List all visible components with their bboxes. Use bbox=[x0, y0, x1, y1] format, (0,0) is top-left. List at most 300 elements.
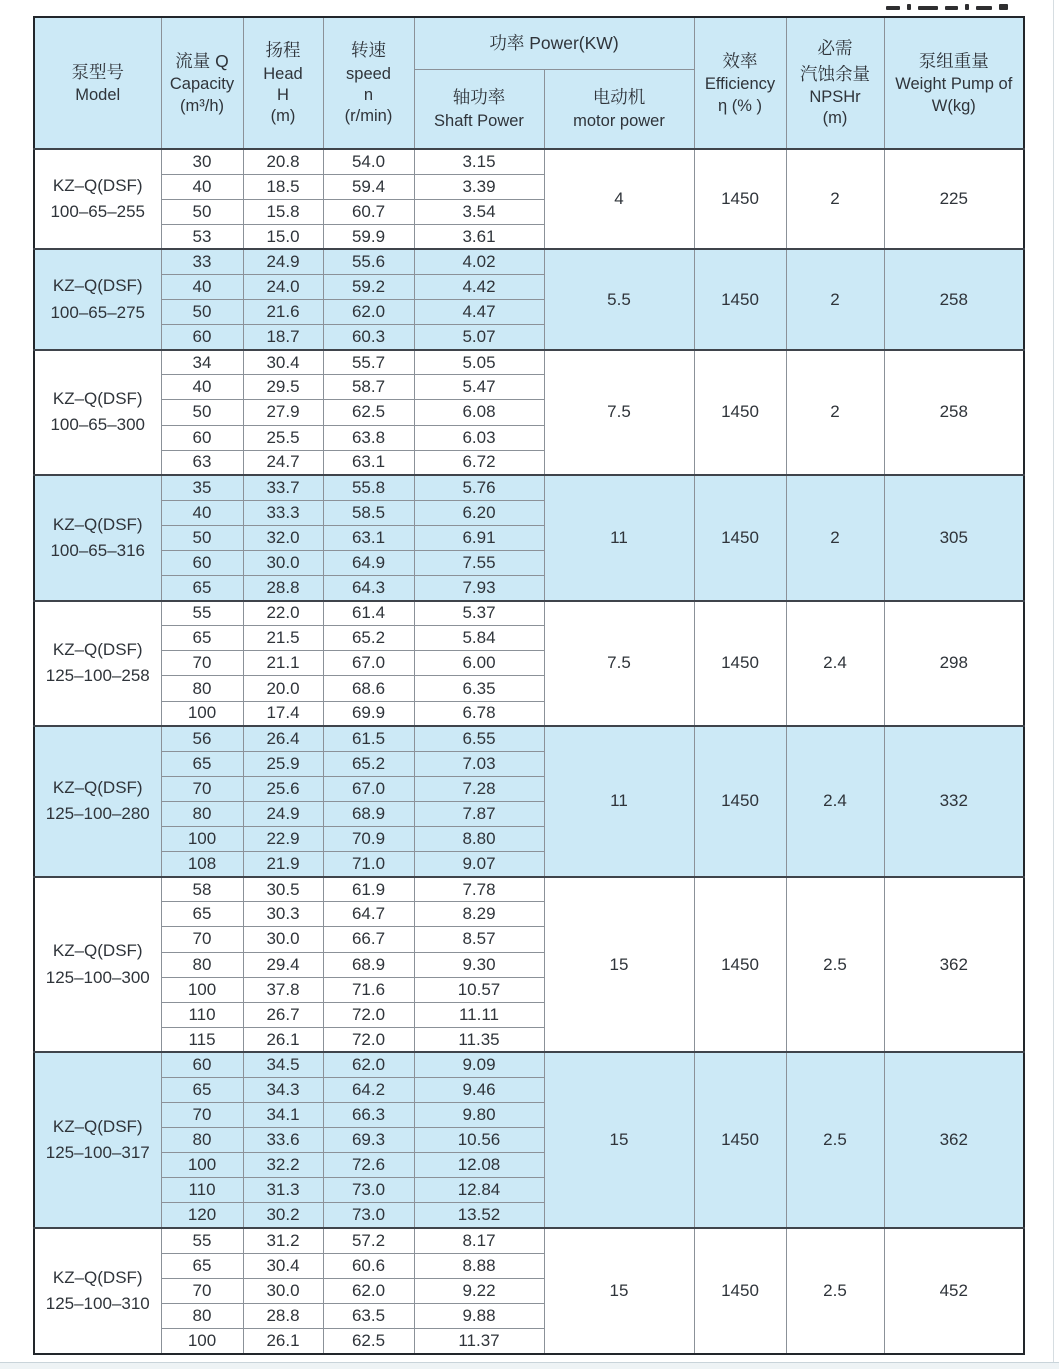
capacity-cell: 100 bbox=[161, 1328, 243, 1354]
header-weight-unit: W(kg) bbox=[931, 96, 976, 115]
weight-cell: 258 bbox=[884, 249, 1024, 349]
capacity-cell: 40 bbox=[161, 274, 243, 299]
head-cell: 32.0 bbox=[243, 525, 323, 550]
col-header-shaft-power bbox=[414, 69, 544, 149]
model-cell bbox=[34, 350, 161, 475]
capacity-cell: 58 bbox=[161, 877, 243, 902]
col-header-speed bbox=[323, 17, 414, 149]
shaft-power-cell: 5.76 bbox=[414, 475, 544, 500]
col-header-capacity bbox=[161, 17, 243, 149]
speed-cell: 72.0 bbox=[323, 1027, 414, 1052]
model-line: KZ–Q(DSF) bbox=[52, 175, 143, 195]
cropped-caption-fragment bbox=[886, 2, 1042, 10]
capacity-cell: 70 bbox=[161, 927, 243, 952]
shaft-power-cell: 13.52 bbox=[414, 1203, 544, 1228]
model-cell bbox=[34, 249, 161, 349]
shaft-power-cell: 9.22 bbox=[414, 1278, 544, 1303]
model-cell bbox=[34, 475, 161, 600]
header-capacity-zh: 流量 Q bbox=[175, 50, 229, 71]
table-header bbox=[34, 17, 1024, 149]
header-head-symbol: H bbox=[277, 85, 289, 104]
capacity-cell: 115 bbox=[161, 1027, 243, 1052]
speed-cell: 73.0 bbox=[323, 1203, 414, 1228]
header-motor-power-zh: 电动机 bbox=[592, 87, 646, 108]
npshr-cell: 2.5 bbox=[786, 1228, 884, 1354]
shaft-power-cell: 10.57 bbox=[414, 977, 544, 1002]
npshr-cell: 2.4 bbox=[786, 726, 884, 877]
header-efficiency-zh: 效率 bbox=[722, 50, 758, 71]
speed-cell: 64.3 bbox=[323, 576, 414, 601]
npshr-cell: 2 bbox=[786, 475, 884, 600]
speed-cell: 73.0 bbox=[323, 1178, 414, 1203]
head-cell: 15.8 bbox=[243, 199, 323, 224]
table-row bbox=[34, 149, 1024, 174]
table-body bbox=[34, 149, 1024, 1354]
weight-cell: 298 bbox=[884, 601, 1024, 726]
shaft-power-cell: 8.88 bbox=[414, 1253, 544, 1278]
motor-power-cell: 5.5 bbox=[544, 249, 694, 349]
capacity-cell: 65 bbox=[161, 751, 243, 776]
speed-cell: 55.7 bbox=[323, 350, 414, 375]
pump-spec-table bbox=[33, 16, 1025, 1355]
caption-mark bbox=[965, 4, 969, 10]
head-cell: 34.1 bbox=[243, 1103, 323, 1128]
head-cell: 31.3 bbox=[243, 1178, 323, 1203]
head-cell: 21.1 bbox=[243, 651, 323, 676]
speed-cell: 55.8 bbox=[323, 475, 414, 500]
model-line: 100–65–316 bbox=[50, 540, 146, 560]
header-weight-en: Weight Pump of bbox=[895, 75, 1013, 94]
shaft-power-cell: 7.87 bbox=[414, 801, 544, 826]
shaft-power-cell: 3.15 bbox=[414, 149, 544, 174]
head-cell: 30.0 bbox=[243, 551, 323, 576]
capacity-cell: 65 bbox=[161, 1077, 243, 1102]
shaft-power-cell: 7.03 bbox=[414, 751, 544, 776]
head-cell: 29.5 bbox=[243, 375, 323, 400]
capacity-cell: 50 bbox=[161, 199, 243, 224]
capacity-cell: 70 bbox=[161, 776, 243, 801]
capacity-cell: 40 bbox=[161, 375, 243, 400]
capacity-cell: 60 bbox=[161, 1052, 243, 1077]
weight-cell: 225 bbox=[884, 149, 1024, 249]
shaft-power-cell: 5.47 bbox=[414, 375, 544, 400]
speed-cell: 70.9 bbox=[323, 827, 414, 852]
capacity-cell: 70 bbox=[161, 1103, 243, 1128]
efficiency-cell: 1450 bbox=[694, 1052, 786, 1228]
col-header-npshr bbox=[786, 17, 884, 149]
speed-cell: 64.2 bbox=[323, 1077, 414, 1102]
head-cell: 24.7 bbox=[243, 450, 323, 475]
shaft-power-cell: 6.03 bbox=[414, 425, 544, 450]
header-weight-zh: 泵组重量 bbox=[918, 50, 989, 71]
head-cell: 26.1 bbox=[243, 1328, 323, 1354]
header-efficiency-unit: η (% ) bbox=[717, 96, 762, 115]
model-line: KZ–Q(DSF) bbox=[52, 941, 143, 961]
capacity-cell: 110 bbox=[161, 1002, 243, 1027]
weight-cell: 362 bbox=[884, 877, 1024, 1053]
head-cell: 26.7 bbox=[243, 1002, 323, 1027]
scan-edge-line bbox=[1053, 0, 1054, 1368]
shaft-power-cell: 3.61 bbox=[414, 224, 544, 249]
shaft-power-cell: 6.78 bbox=[414, 701, 544, 726]
speed-cell: 71.0 bbox=[323, 852, 414, 877]
motor-power-cell: 15 bbox=[544, 877, 694, 1053]
efficiency-cell: 1450 bbox=[694, 1228, 786, 1354]
model-cell bbox=[34, 1228, 161, 1354]
shaft-power-cell: 9.30 bbox=[414, 952, 544, 977]
capacity-cell: 34 bbox=[161, 350, 243, 375]
speed-cell: 61.9 bbox=[323, 877, 414, 902]
table-row bbox=[34, 601, 1024, 626]
model-line: 125–100–300 bbox=[45, 967, 150, 987]
speed-cell: 59.2 bbox=[323, 274, 414, 299]
shaft-power-cell: 8.57 bbox=[414, 927, 544, 952]
head-cell: 26.4 bbox=[243, 726, 323, 751]
model-cell bbox=[34, 601, 161, 726]
speed-cell: 68.9 bbox=[323, 801, 414, 826]
shaft-power-cell: 7.28 bbox=[414, 776, 544, 801]
capacity-cell: 100 bbox=[161, 827, 243, 852]
efficiency-cell: 1450 bbox=[694, 249, 786, 349]
head-cell: 24.9 bbox=[243, 801, 323, 826]
motor-power-cell: 7.5 bbox=[544, 601, 694, 726]
table-row bbox=[34, 249, 1024, 274]
capacity-cell: 55 bbox=[161, 601, 243, 626]
shaft-power-cell: 4.02 bbox=[414, 249, 544, 274]
npshr-cell: 2.5 bbox=[786, 1052, 884, 1228]
head-cell: 34.3 bbox=[243, 1077, 323, 1102]
col-header-power bbox=[414, 17, 694, 69]
capacity-cell: 80 bbox=[161, 676, 243, 701]
head-cell: 18.7 bbox=[243, 325, 323, 350]
speed-cell: 63.1 bbox=[323, 525, 414, 550]
speed-cell: 61.5 bbox=[323, 726, 414, 751]
weight-cell: 452 bbox=[884, 1228, 1024, 1354]
head-cell: 26.1 bbox=[243, 1027, 323, 1052]
table-row bbox=[34, 726, 1024, 751]
model-cell bbox=[34, 877, 161, 1053]
caption-mark bbox=[999, 4, 1008, 10]
col-header-motor-power bbox=[544, 69, 694, 149]
capacity-cell: 40 bbox=[161, 500, 243, 525]
motor-power-cell: 11 bbox=[544, 475, 694, 600]
capacity-cell: 108 bbox=[161, 852, 243, 877]
header-capacity-unit: (m³/h) bbox=[180, 96, 224, 115]
motor-power-cell: 7.5 bbox=[544, 350, 694, 475]
npshr-cell: 2 bbox=[786, 149, 884, 249]
speed-cell: 58.5 bbox=[323, 500, 414, 525]
shaft-power-cell: 5.05 bbox=[414, 350, 544, 375]
head-cell: 30.0 bbox=[243, 1278, 323, 1303]
caption-mark bbox=[907, 4, 911, 10]
shaft-power-cell: 12.84 bbox=[414, 1178, 544, 1203]
table-row bbox=[34, 1052, 1024, 1077]
shaft-power-cell: 4.47 bbox=[414, 300, 544, 325]
header-head-unit: (m) bbox=[270, 107, 296, 126]
table-row bbox=[34, 877, 1024, 902]
shaft-power-cell: 10.56 bbox=[414, 1128, 544, 1153]
speed-cell: 72.0 bbox=[323, 1002, 414, 1027]
caption-mark bbox=[945, 6, 958, 10]
table-row bbox=[34, 350, 1024, 375]
shaft-power-cell: 5.07 bbox=[414, 325, 544, 350]
model-line: KZ–Q(DSF) bbox=[52, 1267, 143, 1287]
capacity-cell: 100 bbox=[161, 701, 243, 726]
capacity-cell: 56 bbox=[161, 726, 243, 751]
shaft-power-cell: 9.46 bbox=[414, 1077, 544, 1102]
header-head-en: Head bbox=[263, 64, 303, 83]
capacity-cell: 53 bbox=[161, 224, 243, 249]
capacity-cell: 100 bbox=[161, 977, 243, 1002]
head-cell: 30.0 bbox=[243, 927, 323, 952]
speed-cell: 68.6 bbox=[323, 676, 414, 701]
head-cell: 29.4 bbox=[243, 952, 323, 977]
caption-mark bbox=[976, 6, 992, 10]
head-cell: 20.8 bbox=[243, 149, 323, 174]
capacity-cell: 50 bbox=[161, 300, 243, 325]
capacity-cell: 70 bbox=[161, 1278, 243, 1303]
shaft-power-cell: 6.00 bbox=[414, 651, 544, 676]
head-cell: 28.8 bbox=[243, 576, 323, 601]
shaft-power-cell: 7.78 bbox=[414, 877, 544, 902]
motor-power-cell: 11 bbox=[544, 726, 694, 877]
model-line: 100–65–255 bbox=[50, 202, 146, 222]
speed-cell: 66.3 bbox=[323, 1103, 414, 1128]
shaft-power-cell: 5.37 bbox=[414, 601, 544, 626]
shaft-power-cell: 12.08 bbox=[414, 1153, 544, 1178]
shaft-power-cell: 6.35 bbox=[414, 676, 544, 701]
shaft-power-cell: 11.37 bbox=[414, 1328, 544, 1354]
weight-cell: 305 bbox=[884, 475, 1024, 600]
shaft-power-cell: 11.11 bbox=[414, 1002, 544, 1027]
head-cell: 27.9 bbox=[243, 400, 323, 425]
npshr-cell: 2.5 bbox=[786, 877, 884, 1053]
efficiency-cell: 1450 bbox=[694, 601, 786, 726]
speed-cell: 60.3 bbox=[323, 325, 414, 350]
shaft-power-cell: 8.17 bbox=[414, 1228, 544, 1253]
head-cell: 17.4 bbox=[243, 701, 323, 726]
efficiency-cell: 1450 bbox=[694, 350, 786, 475]
speed-cell: 60.6 bbox=[323, 1253, 414, 1278]
header-npshr-en: NPSHr bbox=[809, 87, 861, 106]
capacity-cell: 30 bbox=[161, 149, 243, 174]
capacity-cell: 110 bbox=[161, 1178, 243, 1203]
capacity-cell: 63 bbox=[161, 450, 243, 475]
model-line: KZ–Q(DSF) bbox=[52, 1116, 143, 1136]
model-cell bbox=[34, 726, 161, 877]
header-npshr-zh1: 必需 bbox=[817, 38, 853, 59]
speed-cell: 54.0 bbox=[323, 149, 414, 174]
caption-mark bbox=[886, 6, 900, 10]
head-cell: 33.3 bbox=[243, 500, 323, 525]
model-cell bbox=[34, 1052, 161, 1228]
head-cell: 24.9 bbox=[243, 249, 323, 274]
header-speed-symbol: n bbox=[363, 85, 374, 104]
capacity-cell: 55 bbox=[161, 1228, 243, 1253]
shaft-power-cell: 6.72 bbox=[414, 450, 544, 475]
shaft-power-cell: 6.55 bbox=[414, 726, 544, 751]
capacity-cell: 120 bbox=[161, 1203, 243, 1228]
shaft-power-cell: 9.80 bbox=[414, 1103, 544, 1128]
header-speed-en: speed bbox=[346, 64, 391, 83]
shaft-power-cell: 5.84 bbox=[414, 626, 544, 651]
capacity-cell: 35 bbox=[161, 475, 243, 500]
capacity-cell: 80 bbox=[161, 1128, 243, 1153]
shaft-power-cell: 6.08 bbox=[414, 400, 544, 425]
caption-mark bbox=[918, 6, 938, 10]
npshr-cell: 2.4 bbox=[786, 601, 884, 726]
capacity-cell: 60 bbox=[161, 551, 243, 576]
capacity-cell: 50 bbox=[161, 400, 243, 425]
shaft-power-cell: 7.55 bbox=[414, 551, 544, 576]
shaft-power-cell: 8.29 bbox=[414, 902, 544, 927]
model-line: 100–65–275 bbox=[50, 302, 146, 322]
model-line: 125–100–310 bbox=[45, 1294, 150, 1314]
capacity-cell: 60 bbox=[161, 325, 243, 350]
efficiency-cell: 1450 bbox=[694, 726, 786, 877]
capacity-cell: 70 bbox=[161, 651, 243, 676]
model-line: 100–65–300 bbox=[50, 415, 146, 435]
header-model-en: Model bbox=[75, 85, 121, 104]
speed-cell: 57.2 bbox=[323, 1228, 414, 1253]
speed-cell: 55.6 bbox=[323, 249, 414, 274]
shaft-power-cell: 3.39 bbox=[414, 174, 544, 199]
head-cell: 22.9 bbox=[243, 827, 323, 852]
motor-power-cell: 4 bbox=[544, 149, 694, 249]
shaft-power-cell: 6.20 bbox=[414, 500, 544, 525]
model-line: 125–100–258 bbox=[45, 666, 150, 686]
head-cell: 25.9 bbox=[243, 751, 323, 776]
speed-cell: 67.0 bbox=[323, 776, 414, 801]
head-cell: 34.5 bbox=[243, 1052, 323, 1077]
head-cell: 25.5 bbox=[243, 425, 323, 450]
weight-cell: 362 bbox=[884, 1052, 1024, 1228]
model-line: KZ–Q(DSF) bbox=[52, 514, 143, 534]
model-line: 125–100–280 bbox=[45, 804, 150, 824]
weight-cell: 258 bbox=[884, 350, 1024, 475]
speed-cell: 65.2 bbox=[323, 751, 414, 776]
head-cell: 31.2 bbox=[243, 1228, 323, 1253]
model-line: 125–100–317 bbox=[45, 1143, 150, 1163]
capacity-cell: 65 bbox=[161, 576, 243, 601]
model-line: KZ–Q(DSF) bbox=[52, 640, 143, 660]
shaft-power-cell: 9.09 bbox=[414, 1052, 544, 1077]
col-header-head bbox=[243, 17, 323, 149]
efficiency-cell: 1450 bbox=[694, 877, 786, 1053]
speed-cell: 62.5 bbox=[323, 400, 414, 425]
capacity-cell: 80 bbox=[161, 801, 243, 826]
capacity-cell: 33 bbox=[161, 249, 243, 274]
capacity-cell: 100 bbox=[161, 1153, 243, 1178]
speed-cell: 71.6 bbox=[323, 977, 414, 1002]
header-efficiency-en: Efficiency bbox=[704, 75, 776, 94]
shaft-power-cell: 9.88 bbox=[414, 1303, 544, 1328]
head-cell: 25.6 bbox=[243, 776, 323, 801]
head-cell: 20.0 bbox=[243, 676, 323, 701]
head-cell: 37.8 bbox=[243, 977, 323, 1002]
speed-cell: 62.0 bbox=[323, 1052, 414, 1077]
speed-cell: 64.7 bbox=[323, 902, 414, 927]
head-cell: 21.5 bbox=[243, 626, 323, 651]
header-motor-power-en: motor power bbox=[573, 111, 665, 130]
model-line: KZ–Q(DSF) bbox=[52, 778, 143, 798]
capacity-cell: 65 bbox=[161, 902, 243, 927]
header-npshr-unit: (m) bbox=[822, 109, 848, 128]
speed-cell: 69.9 bbox=[323, 701, 414, 726]
shaft-power-cell: 3.54 bbox=[414, 199, 544, 224]
header-npshr-zh2: 汽蚀余量 bbox=[800, 63, 870, 84]
head-cell: 32.2 bbox=[243, 1153, 323, 1178]
motor-power-cell: 15 bbox=[544, 1052, 694, 1228]
head-cell: 30.4 bbox=[243, 1253, 323, 1278]
speed-cell: 58.7 bbox=[323, 375, 414, 400]
speed-cell: 66.7 bbox=[323, 927, 414, 952]
header-model-zh: 泵型号 bbox=[71, 61, 124, 82]
head-cell: 22.0 bbox=[243, 601, 323, 626]
speed-cell: 61.4 bbox=[323, 601, 414, 626]
capacity-cell: 80 bbox=[161, 1303, 243, 1328]
speed-cell: 67.0 bbox=[323, 651, 414, 676]
capacity-cell: 50 bbox=[161, 525, 243, 550]
speed-cell: 68.9 bbox=[323, 952, 414, 977]
col-header-weight bbox=[884, 17, 1024, 149]
shaft-power-cell: 4.42 bbox=[414, 274, 544, 299]
shaft-power-cell: 6.91 bbox=[414, 525, 544, 550]
npshr-cell: 2 bbox=[786, 350, 884, 475]
shaft-power-cell: 9.07 bbox=[414, 852, 544, 877]
capacity-cell: 40 bbox=[161, 174, 243, 199]
efficiency-cell: 1450 bbox=[694, 475, 786, 600]
shaft-power-cell: 8.80 bbox=[414, 827, 544, 852]
shaft-power-cell: 7.93 bbox=[414, 576, 544, 601]
head-cell: 30.5 bbox=[243, 877, 323, 902]
head-cell: 28.8 bbox=[243, 1303, 323, 1328]
capacity-cell: 65 bbox=[161, 626, 243, 651]
motor-power-cell: 15 bbox=[544, 1228, 694, 1354]
col-header-efficiency bbox=[694, 17, 786, 149]
speed-cell: 59.9 bbox=[323, 224, 414, 249]
head-cell: 21.9 bbox=[243, 852, 323, 877]
head-cell: 24.0 bbox=[243, 274, 323, 299]
efficiency-cell: 1450 bbox=[694, 149, 786, 249]
speed-cell: 62.5 bbox=[323, 1328, 414, 1354]
header-power-label: 功率 Power(KW) bbox=[489, 32, 619, 53]
header-speed-zh: 转速 bbox=[351, 40, 386, 61]
shaft-power-cell: 11.35 bbox=[414, 1027, 544, 1052]
speed-cell: 62.0 bbox=[323, 300, 414, 325]
header-head-zh: 扬程 bbox=[265, 40, 301, 61]
header-capacity-en: Capacity bbox=[169, 75, 235, 94]
model-line: KZ–Q(DSF) bbox=[52, 389, 143, 409]
speed-cell: 64.9 bbox=[323, 551, 414, 576]
speed-cell: 63.1 bbox=[323, 450, 414, 475]
weight-cell: 332 bbox=[884, 726, 1024, 877]
speed-cell: 59.4 bbox=[323, 174, 414, 199]
capacity-cell: 60 bbox=[161, 425, 243, 450]
head-cell: 33.6 bbox=[243, 1128, 323, 1153]
npshr-cell: 2 bbox=[786, 249, 884, 349]
head-cell: 33.7 bbox=[243, 475, 323, 500]
head-cell: 15.0 bbox=[243, 224, 323, 249]
speed-cell: 69.3 bbox=[323, 1128, 414, 1153]
capacity-cell: 65 bbox=[161, 1253, 243, 1278]
head-cell: 30.4 bbox=[243, 350, 323, 375]
model-line: KZ–Q(DSF) bbox=[52, 276, 143, 296]
speed-cell: 62.0 bbox=[323, 1278, 414, 1303]
table-row bbox=[34, 475, 1024, 500]
head-cell: 30.2 bbox=[243, 1203, 323, 1228]
capacity-cell: 80 bbox=[161, 952, 243, 977]
